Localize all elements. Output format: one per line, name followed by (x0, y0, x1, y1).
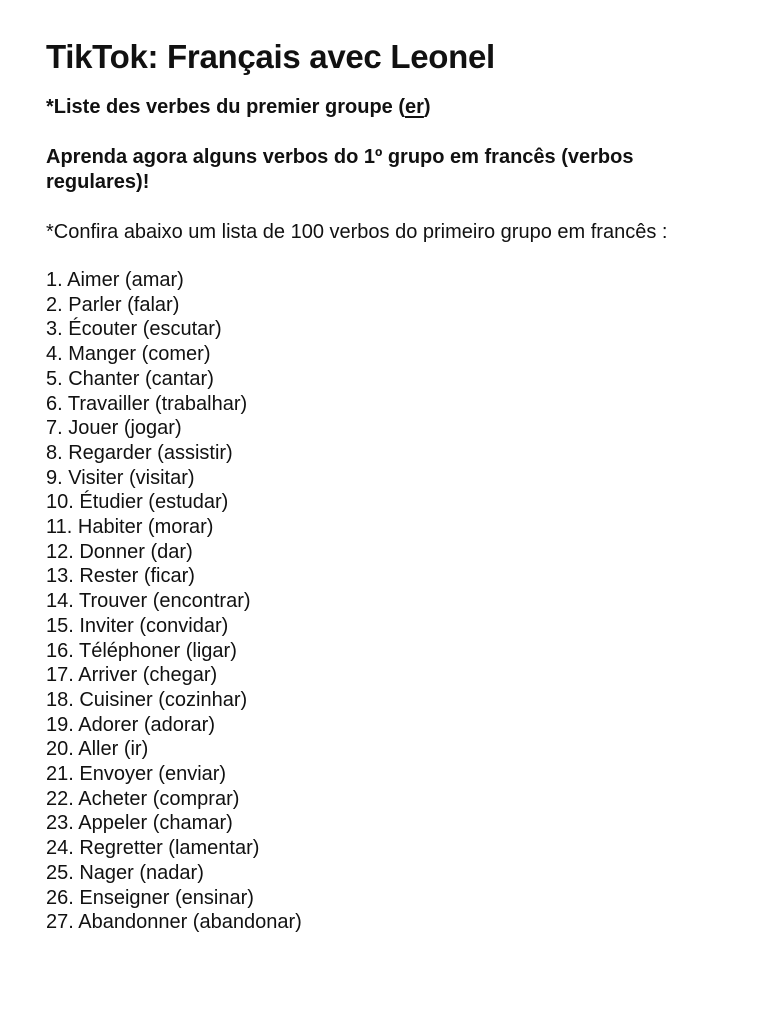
verb-list-item: 6. Travailler (trabalhar) (46, 392, 248, 415)
verb-list-item: 14. Trouver (encontrar) (46, 590, 251, 613)
verb-list-item: 24. Regretter (lamentar) (46, 837, 260, 860)
verb-list-item: 23. Appeler (chamar) (46, 812, 233, 835)
document-subtitle (46, 95, 722, 120)
verb-list-item: 4. Manger (comer) (46, 343, 211, 366)
verb-list-item: 17. Arriver (chegar) (46, 664, 218, 687)
subtitle-close: ) (423, 96, 431, 118)
document-title: TikTok: Français avec Leonel (46, 38, 495, 75)
verb-list-item: 27. Abandonner (abandonar) (46, 911, 302, 934)
verb-list-item: 3. Écouter (escutar) (46, 318, 222, 341)
verb-list-item: 12. Donner (dar) (46, 540, 193, 563)
verb-list-item: 15. Inviter (convidar) (46, 614, 229, 637)
verb-list-item: 7. Jouer (jogar) (46, 417, 182, 440)
intro-paragraph: Aprenda agora alguns verbos do 1º grupo em francês (verbos regulares)! (46, 146, 634, 193)
verb-list (46, 268, 722, 935)
verb-list-item: 11. Habiter (morar) (46, 516, 214, 539)
verb-list-item: 2. Parler (falar) (46, 293, 180, 316)
verb-list-item: 8. Regarder (assistir) (46, 441, 233, 464)
verb-list-item: 9. Visiter (visitar) (46, 466, 195, 489)
verb-list-item: 21. Envoyer (enviar) (46, 763, 227, 786)
verb-list-item: 16. Téléphoner (ligar) (46, 639, 237, 662)
verb-list-item: 18. Cuisiner (cozinhar) (46, 688, 248, 711)
verb-list-item: 5. Chanter (cantar) (46, 367, 214, 390)
verb-list-item: 19. Adorer (adorar) (46, 713, 215, 736)
verb-list-item: 22. Acheter (comprar) (46, 787, 240, 810)
verb-list-item: 13. Rester (ficar) (46, 565, 195, 588)
verb-list-item: 25. Nager (nadar) (46, 861, 204, 884)
note-paragraph: *Confira abaixo um lista de 100 verbos do primeiro grupo em francês : (46, 221, 668, 243)
subtitle-underlined-suffix: er (405, 96, 424, 118)
verb-list-item: 26. Enseigner (ensinar) (46, 886, 254, 909)
verb-list-item: 10. Étudier (estudar) (46, 491, 229, 514)
verb-list-item: 1. Aimer (amar) (46, 269, 184, 291)
subtitle-prefix: *Liste des verbes du premier groupe ( (46, 96, 405, 118)
verb-list-item: 20. Aller (ir) (46, 738, 149, 761)
